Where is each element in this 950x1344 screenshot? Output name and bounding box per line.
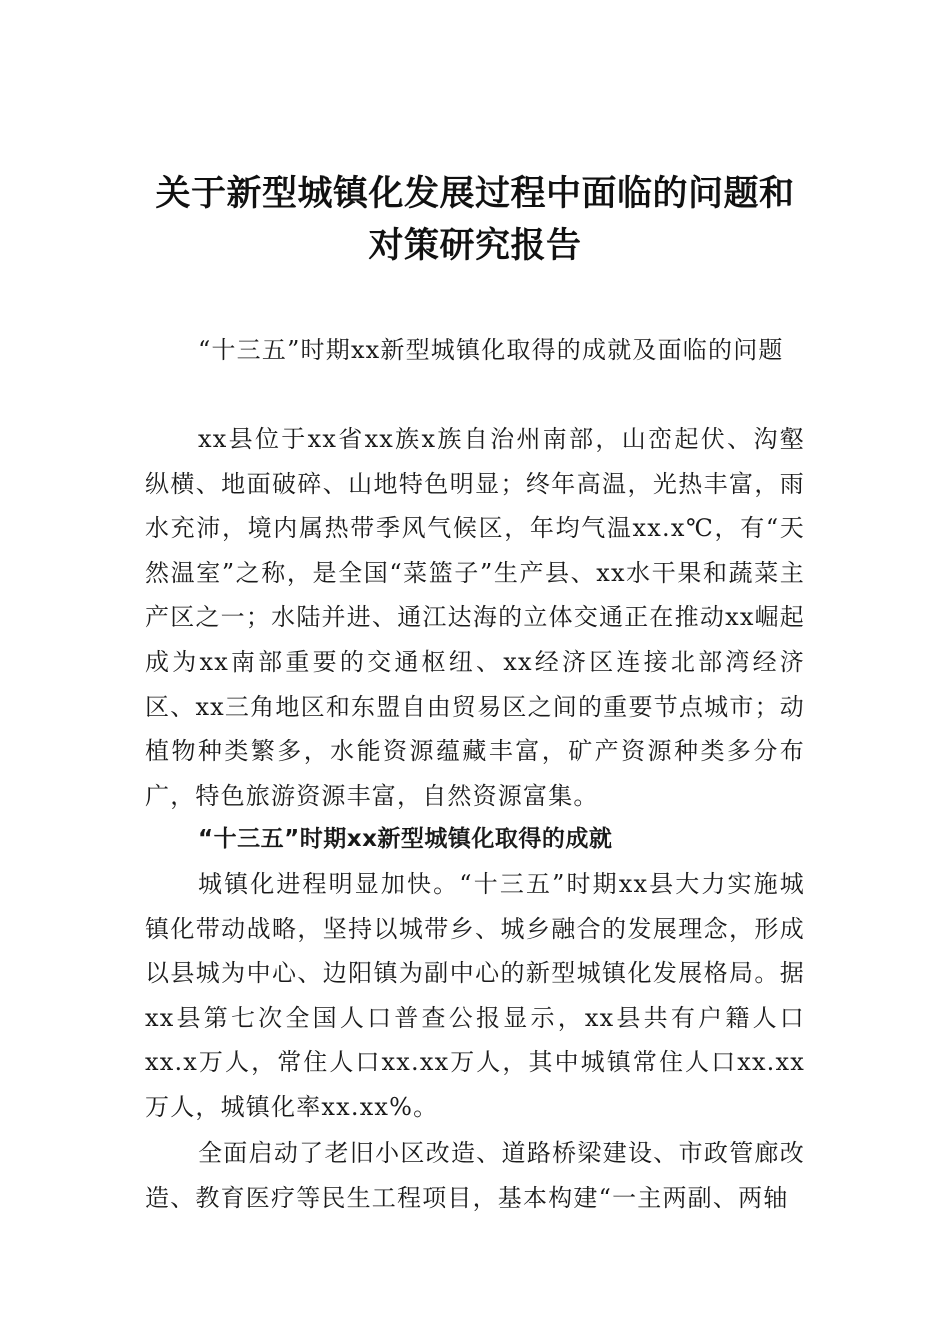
section-heading: “十三五”时期xx新型城镇化取得的成就 (198, 826, 613, 852)
livelihood-projects-paragraph: 全面启动了老旧小区改造、道路桥梁建设、市政管廊改造、教育医疗等民生工程项目，基本构建“一主两副、两轴 (145, 1139, 805, 1212)
urbanization-progress-paragraph: 城镇化进程明显加快。“十三五”时期xx县大力实施城镇化带动战略，坚持以城带乡、城乡融合的发展理念，形成以县城为中心、边阳镇为副中心的新型城镇化发展格局。据xx县第七次全国人口普查公报显示，xx县共有户籍人口xx.x万人，常住人口xx.xx万人，其中城镇常住人口xx.xx万人，城镇化率xx.xx%。 (145, 870, 805, 1121)
county-overview-paragraph: xx县位于xx省xx族x族自治州南部，山峦起伏、沟壑纵横、地面破碎、山地特色明显；终年高温，光热丰富，雨水充沛，境内属热带季风气候区，年均气温xx.x℃，有“天然温室”之称，是全国“菜篮子”生产县、xx水干果和蔬菜主产区之一；水陆并进、通江达海的立体交通正在推动xx崛起成为xx南部重要的交通枢纽、xx经济区连接北部湾经济区、xx三角地区和东盟自由贸易区之间的重要节点城市；动植物种类繁多，水能资源蕴藏丰富，矿产资源种类多分布广，特色旅游资源丰富，自然资源富集。 (145, 425, 805, 810)
document-title-line-2: 对策研究报告 (368, 226, 582, 266)
document-title-line-1: 关于新型城镇化发展过程中面临的问题和 (155, 174, 795, 214)
intro-heading-paragraph: “十三五”时期xx新型城镇化取得的成就及面临的问题 (198, 336, 784, 364)
